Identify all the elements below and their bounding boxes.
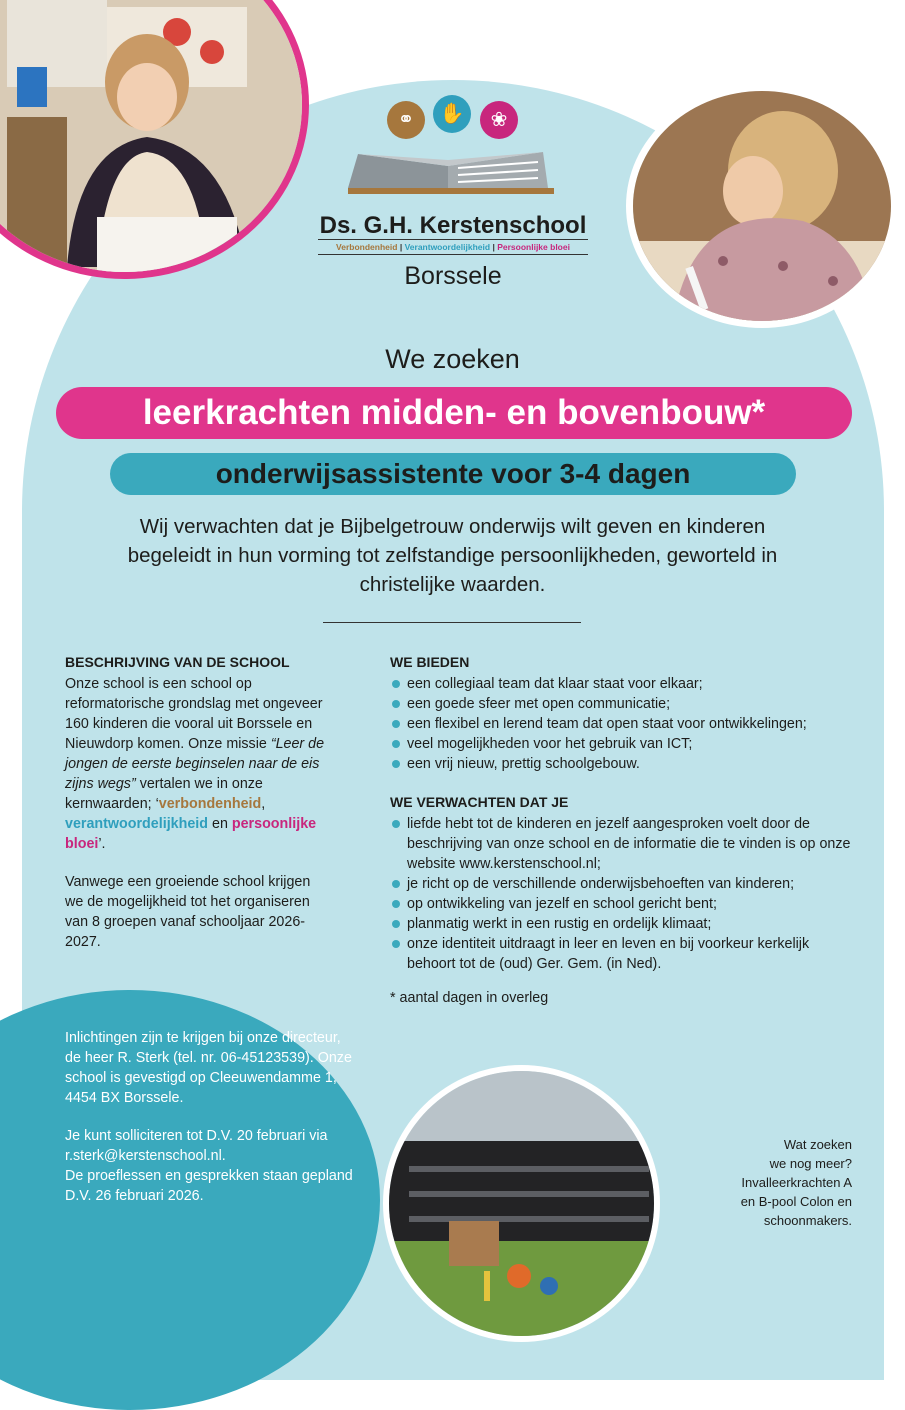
offer-heading: WE BIEDEN [390,654,470,670]
offer-list [390,674,860,774]
expect-heading: WE VERWACHTEN DAT JE [390,794,569,810]
list-item: planmatig werkt in een rustig en ordelijk klimaat; [390,914,860,934]
intro-text: Wij verwachten dat je Bijbelgetrouw onderwijs wilt geven en kinderen begeleidt in hun vorming tot zelfstandige persoonlijkheden, geworteld in christelijke waarden. [127,515,778,596]
tagline-separator: | [399,242,403,252]
logo-icons [387,95,521,139]
list-item: op ontwikkeling van jezelf en school gericht bent; [390,894,860,914]
school-description-heading: BESCHRIJVING VAN DE SCHOOL [65,654,290,670]
headline-secondary-banner: onderwijsassistente voor 3-4 dagen [110,453,796,495]
school-text: en [208,816,232,832]
school-text: , [261,796,266,812]
sprout-icon: ❀ [480,101,518,139]
tagline-separator: | [492,242,495,252]
core-value-2: verantwoordelijkheid [65,816,209,832]
list-item: onze identiteit uitdraagt in leer en leven en bij voorkeur kerkelijk behoort tot de (oud) Ger. Gem. (in Ned). [390,934,860,974]
contact-info [65,1028,355,1206]
school-text: ’. [98,836,106,852]
school-building-logo [348,148,554,196]
school-growth-paragraph: Vanwege een groeiende school krijgen we de mogelijkheid tot het organiseren van 8 groepen vanaf schooljaar 2026-2027. [65,874,311,950]
contact-paragraph: Inlichtingen zijn te krijgen bij onze directeur, de heer R. Sterk (tel. nr. 06-45123539). Onze school is gevestigd op Cleeuwendamme 1, 4454 BX Borssele. [65,1030,352,1106]
divider [323,622,581,623]
apply-paragraph: Je kunt solliciteren tot D.V. 20 februari via r.sterk@kerstenschool.nl. [65,1128,328,1164]
more-line: schoonmakers. [763,1213,852,1228]
school-tagline [318,239,588,255]
tagline-value-2: Verantwoordelijkheid [404,242,491,252]
more-line: en B-pool Colon en [740,1194,852,1209]
photo-girl-writing [626,84,898,328]
more-vacancies [680,1135,852,1230]
headline-primary-banner: leerkrachten midden- en bovenbouw* [56,387,852,439]
core-value-1: verbondenheid [158,796,262,812]
school-description-paragraph [65,674,330,854]
core-value-3: persoonlijke bloei [65,816,317,852]
headline-intro: We zoeken [385,344,520,374]
school-name: Ds. G.H. Kerstenschool [319,212,587,239]
tagline-value-3: Persoonlijke bloei [497,242,570,252]
school-text: vertalen we in onze kernwaarden; ‘ [65,776,263,812]
school-description [65,652,330,952]
list-item: een goede sfeer met open communicatie; [390,694,860,714]
photo-school-building [383,1065,660,1342]
link-icon: ⚭ [387,101,425,139]
mission-quote: “Leer de jongen de eerste beginselen naar de eis zijns wegs” [65,736,325,792]
more-line: Wat zoeken [783,1137,852,1152]
offer-and-expectations [390,652,860,1008]
school-town: Borssele [404,262,502,290]
more-line: Invalleerkrachten A [741,1175,852,1190]
list-item: veel mogelijkheden voor het gebruik van ICT; [390,734,860,754]
hand-icon: ✋ [433,95,471,133]
interview-paragraph: De proeflessen en gesprekken staan gepland D.V. 26 februari 2026. [65,1168,353,1204]
list-item: een collegiaal team dat klaar staat voor elkaar; [390,674,860,694]
expect-list [390,814,860,974]
more-line: we nog meer? [769,1156,852,1171]
list-item: liefde hebt tot de kinderen en jezelf aangesproken voelt door de beschrijving van onze school en de informatie die te vinden is op onze website www.kerstenschool.nl; [390,814,860,874]
list-item: een vrij nieuw, prettig schoolgebouw. [390,754,860,774]
school-text: Onze school is een school op reformatorische grondslag met ongeveer 160 kinderen die vooral uit Borssele en Nieuwdorp komen. Onze missie [65,676,323,752]
footnote: * aantal dagen in overleg [390,990,549,1006]
list-item: een flexibel en lerend team dat open staat voor ontwikkelingen; [390,714,860,734]
list-item: je richt op de verschillende onderwijsbehoeften van kinderen; [390,874,860,894]
tagline-value-1: Verbondenheid [336,242,398,252]
